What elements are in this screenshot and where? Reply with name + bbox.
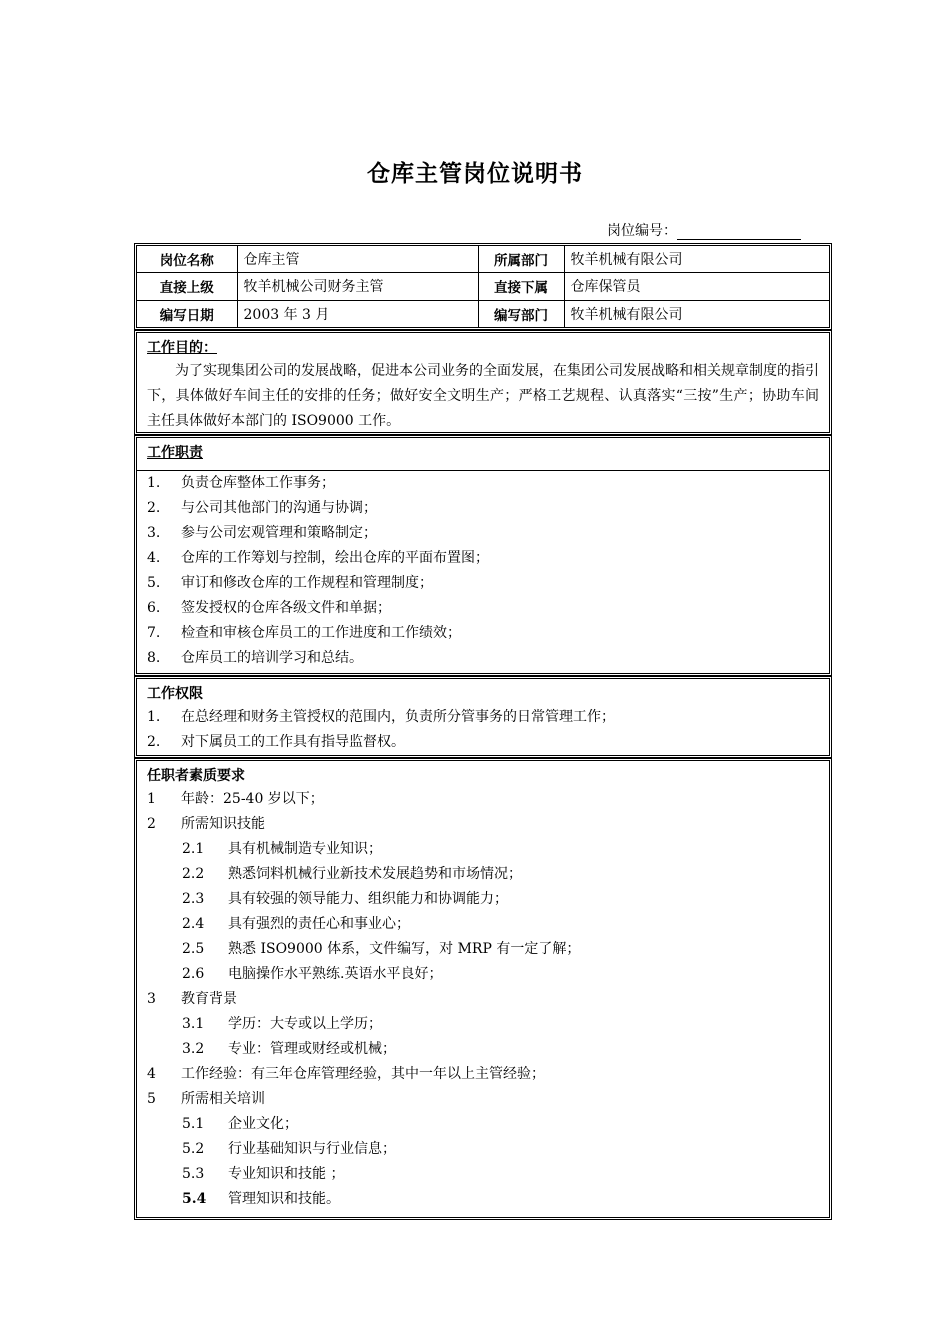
list-item bbox=[147, 812, 819, 837]
requirements-section bbox=[134, 758, 832, 1220]
purpose-section bbox=[134, 330, 832, 435]
duties-section bbox=[134, 435, 832, 676]
duties-list bbox=[137, 471, 829, 671]
list-item bbox=[147, 1137, 819, 1162]
item-text: 熟悉饲料机械行业新技术发展趋势和市场情况； bbox=[228, 866, 522, 882]
item-text: 所需知识技能 bbox=[181, 816, 265, 832]
list-item bbox=[147, 1112, 819, 1137]
section-heading bbox=[137, 333, 829, 359]
item-number: 7. bbox=[147, 625, 161, 641]
item-text: 年龄：25-40 岁以下； bbox=[181, 791, 324, 807]
list-item bbox=[147, 730, 819, 755]
item-text: 与公司其他部门的沟通与协调； bbox=[181, 500, 377, 516]
list-item bbox=[147, 1187, 819, 1212]
list-item bbox=[147, 571, 819, 596]
table-row bbox=[137, 273, 829, 300]
item-text: 专业知识和技能 ； bbox=[228, 1166, 345, 1182]
list-item bbox=[147, 596, 819, 621]
info-value: 2003 年 3 月 bbox=[237, 300, 478, 327]
info-label: 直接上级 bbox=[137, 273, 237, 300]
item-number: 3 bbox=[147, 991, 156, 1007]
item-text: 在总经理和财务主管授权的范围内，负责所分管事务的日常管理工作； bbox=[181, 709, 615, 725]
list-item bbox=[147, 521, 819, 546]
item-text: 电脑操作水平熟练.英语水平良好； bbox=[228, 966, 443, 982]
item-number: 1. bbox=[147, 709, 161, 725]
item-number: 3.2 bbox=[182, 1041, 205, 1057]
item-text: 对下属员工的工作具有指导监督权。 bbox=[181, 734, 405, 750]
item-number: 1 bbox=[147, 791, 156, 807]
item-number: 5.3 bbox=[182, 1166, 205, 1182]
list-item bbox=[147, 862, 819, 887]
info-label: 直接下属 bbox=[478, 273, 564, 300]
section-heading bbox=[137, 761, 829, 787]
item-number: 3. bbox=[147, 525, 161, 541]
table-row bbox=[137, 246, 829, 273]
info-value: 牧羊机械有限公司 bbox=[564, 300, 829, 327]
duties-heading: 工作职责 bbox=[147, 445, 203, 461]
info-value: 仓库主管 bbox=[237, 246, 478, 273]
list-item bbox=[147, 496, 819, 521]
list-item bbox=[147, 962, 819, 987]
item-number: 5 bbox=[147, 1091, 156, 1107]
list-item bbox=[147, 787, 819, 812]
purpose-heading: 工作目的： bbox=[147, 340, 217, 356]
item-text: 仓库的工作筹划与控制，绘出仓库的平面布置图； bbox=[181, 550, 489, 566]
authority-heading: 工作权限 bbox=[147, 686, 203, 702]
item-text: 签发授权的仓库各级文件和单据； bbox=[181, 600, 391, 616]
item-number: 5.1 bbox=[182, 1116, 205, 1132]
info-value: 仓库保管员 bbox=[564, 273, 829, 300]
item-number: 4. bbox=[147, 550, 161, 566]
item-number: 2.1 bbox=[182, 841, 205, 857]
item-text: 仓库员工的培训学习和总结。 bbox=[181, 650, 363, 666]
list-item bbox=[147, 987, 819, 1012]
item-text: 工作经验：有三年仓库管理经验，其中一年以上主管经验； bbox=[181, 1066, 545, 1082]
item-text: 专业：管理或财经或机械； bbox=[228, 1041, 396, 1057]
section-heading bbox=[137, 679, 829, 705]
item-number: 2.3 bbox=[182, 891, 205, 907]
position-code-field bbox=[607, 220, 801, 240]
item-number: 2 bbox=[147, 816, 156, 832]
item-number: 2. bbox=[147, 500, 161, 516]
position-code-label: 岗位编号： bbox=[607, 223, 677, 239]
list-item bbox=[147, 912, 819, 937]
item-number: 5.2 bbox=[182, 1141, 205, 1157]
list-item bbox=[147, 1162, 819, 1187]
purpose-text: 为了实现集团公司的发展战略，促进本公司业务的全面发展，在集团公司发展战略和相关规章制度的指引下，具体做好车间主任的安排的任务；做好安全文明生产；严格工艺规程、认真落实“三按”生产；协助车间主任具体做好本部门的 ISO9000 工作。 bbox=[147, 363, 819, 429]
item-text: 负责仓库整体工作事务； bbox=[181, 475, 335, 491]
list-item bbox=[147, 837, 819, 862]
item-number: 3.1 bbox=[182, 1016, 205, 1032]
list-item bbox=[147, 937, 819, 962]
info-value: 牧羊机械有限公司 bbox=[564, 246, 829, 273]
item-number: 4 bbox=[147, 1066, 156, 1082]
info-value: 牧羊机械公司财务主管 bbox=[237, 273, 478, 300]
list-item bbox=[147, 621, 819, 646]
item-text: 教育背景 bbox=[181, 991, 237, 1007]
table-row bbox=[137, 300, 829, 327]
item-number: 2.5 bbox=[182, 941, 205, 957]
requirements-list bbox=[137, 787, 829, 1212]
item-text: 具有较强的领导能力、组织能力和协调能力； bbox=[228, 891, 508, 907]
item-number: 2. bbox=[147, 734, 161, 750]
info-label: 编写部门 bbox=[478, 300, 564, 327]
item-number: 2.6 bbox=[182, 966, 205, 982]
authority-list bbox=[137, 705, 829, 755]
list-item bbox=[147, 1012, 819, 1037]
item-text: 企业文化； bbox=[228, 1116, 298, 1132]
section-heading bbox=[137, 438, 829, 464]
list-item bbox=[147, 705, 819, 730]
list-item bbox=[147, 646, 819, 671]
list-item bbox=[147, 1087, 819, 1112]
basic-info-table bbox=[134, 243, 832, 330]
item-text: 参与公司宏观管理和策略制定； bbox=[181, 525, 377, 541]
item-number: 2.4 bbox=[182, 916, 205, 932]
item-number: 5. bbox=[147, 575, 161, 591]
requirements-heading: 任职者素质要求 bbox=[147, 768, 245, 784]
info-label: 所属部门 bbox=[478, 246, 564, 273]
page-title: 仓库主管岗位说明书 bbox=[367, 161, 583, 187]
item-text: 检查和审核仓库员工的工作进度和工作绩效； bbox=[181, 625, 461, 641]
list-item bbox=[147, 1062, 819, 1087]
item-text: 行业基础知识与行业信息； bbox=[228, 1141, 396, 1157]
authority-section bbox=[134, 676, 832, 758]
item-text: 熟悉 ISO9000 体系，文件编写，对 MRP 有一定了解； bbox=[228, 941, 581, 957]
item-number: 2.2 bbox=[182, 866, 205, 882]
item-number: 5.4 bbox=[182, 1191, 207, 1207]
list-item bbox=[147, 1037, 819, 1062]
list-item bbox=[147, 887, 819, 912]
list-item bbox=[147, 471, 819, 496]
item-number: 6. bbox=[147, 600, 161, 616]
item-text: 具有机械制造专业知识； bbox=[228, 841, 382, 857]
item-number: 1. bbox=[147, 475, 161, 491]
list-item bbox=[147, 546, 819, 571]
info-label: 编写日期 bbox=[137, 300, 237, 327]
item-text: 具有强烈的责任心和事业心； bbox=[228, 916, 410, 932]
info-label: 岗位名称 bbox=[137, 246, 237, 273]
item-text: 所需相关培训 bbox=[181, 1091, 265, 1107]
item-text: 审订和修改仓库的工作规程和管理制度； bbox=[181, 575, 433, 591]
item-text: 管理知识和技能。 bbox=[228, 1191, 340, 1207]
item-number: 8. bbox=[147, 650, 161, 666]
position-code-blank bbox=[677, 225, 801, 240]
item-text: 学历：大专或以上学历； bbox=[228, 1016, 382, 1032]
